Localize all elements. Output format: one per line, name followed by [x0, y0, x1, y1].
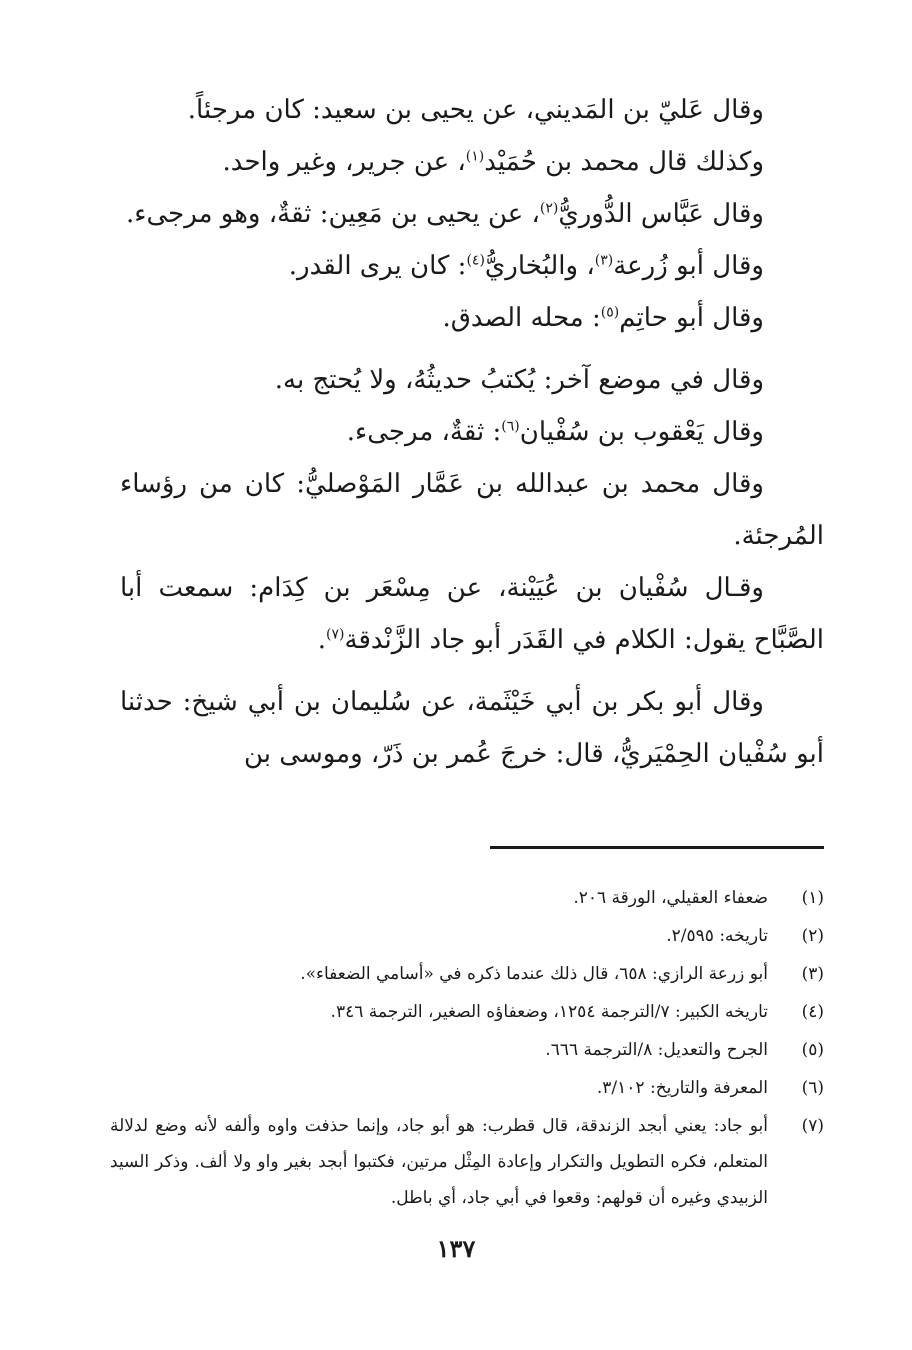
footnote-text: أبو زرعة الرازي: ٦٥٨، قال ذلك عندما ذكره في «أسامي الضعفاء».: [300, 964, 768, 984]
footnote-ref-3[interactable]: (٣): [594, 252, 614, 269]
footnote-number: (٤): [801, 1002, 824, 1022]
paragraph-6: وقال في موضع آخر: يُكتبُ حديثُهُ، ولا يُحتج به.: [274, 365, 764, 395]
footnotes: [110, 880, 824, 1218]
footnote-text: ضعفاء العقيلي، الورقة ٢٠٦.: [573, 888, 768, 908]
footnote-number: (٦): [801, 1078, 824, 1098]
footnote-6: [110, 1070, 824, 1106]
footnote-ref-4[interactable]: (٤): [466, 252, 485, 269]
paragraph-2: وكذلك قال محمد بن حُمَيْد$^{(١)}$، عن جرير، وغير واحد.: [222, 147, 764, 177]
footnote-ref-5[interactable]: (٥): [600, 304, 620, 321]
paragraph-5: وقال أبو حاتِم$^{(٥)}$: محله الصدق.: [442, 303, 764, 333]
footnote-1: [110, 880, 824, 916]
footnote-text: الجرح والتعديل: ٨/الترجمة ٦٦٦.: [545, 1040, 768, 1060]
footnote-ref-6[interactable]: (٦): [501, 418, 520, 435]
footnote-ref-7[interactable]: (٧): [326, 626, 345, 643]
footnote-7: [110, 1108, 824, 1216]
footnote-2: [110, 918, 824, 954]
footnote-text: أبو جاد: يعني أبجد الزندقة، قال قطرب: هو أبو جاد، وإنما حذفت واوه وألفه لأنه وضع لدلالة المتعلم، فكره التطويل والتكرار وإعادة المِثْل مرتين، فكتبوا أبجد بغير واو ولا ألف. وذكر السيد الزبيدي وغيره أن قولهم: وقعوا في أبي جاد، أي باطل.: [110, 1116, 768, 1208]
footnote-separator: [490, 846, 824, 849]
footnote-number: (١): [801, 888, 824, 908]
main-text: [120, 84, 824, 780]
footnote-number: (٢): [801, 926, 824, 946]
paragraph-1: وقال عَليّ بن المَديني، عن يحيى بن سعيد: كان مرجئاً.: [187, 95, 764, 125]
footnote-3: [110, 956, 824, 992]
paragraph-8: وقال محمد بن عبدالله بن عَمَّار المَوْصليُّ: كان من رؤساء المُرجئة.: [120, 469, 824, 551]
paragraph-10: وقال أبو بكر بن أبي خَيْثَمة، عن سُليمان بن أبي شيخ: حدثنا أبو سُفْيان الحِمْيَريُّ، قال: خرجَ عُمر بن ذَرّ، وموسى بن: [120, 687, 824, 769]
footnote-number: (٧): [801, 1116, 824, 1136]
footnote-number: (٥): [801, 1040, 824, 1060]
page-number: ١٣٧: [436, 1234, 476, 1263]
paragraph-7: وقال يَعْقوب بن سُفْيان$^{(٦)}$: ثقةٌ، مرجىء.: [346, 417, 764, 447]
footnote-text: المعرفة والتاريخ: ٣/١٠٢.: [596, 1078, 768, 1098]
footnote-text: تاريخه الكبير: ٧/الترجمة ١٢٥٤، وضعفاؤه الصغير، الترجمة ٣٤٦.: [330, 1002, 768, 1022]
footnote-5: [110, 1032, 824, 1068]
paragraph-9: وقـال سُفْيان بن عُيَيْنة، عن مِسْعَر بن كِدَام: سمعت أبا الصَّبَّاح يقول: الكلام في القَدَر أبو جاد الزَّنْدقة$^{(٧)}$.: [120, 573, 824, 655]
footnote-text: تاريخه: ٢/٥٩٥.: [666, 926, 768, 946]
footnote-4: [110, 994, 824, 1030]
footnote-ref-2[interactable]: (٢): [539, 200, 559, 217]
footnote-ref-1[interactable]: (١): [465, 148, 485, 165]
paragraph-4: وقال أبو زُرعة$^{(٣)}$، والبُخاريُّ$^{(٤)}$: كان يرى القدر.: [288, 251, 764, 281]
footnote-number: (٣): [801, 964, 824, 984]
paragraph-3: وقال عَبَّاس الدُّوريُّ$^{(٢)}$، عن يحيى بن مَعِين: ثقةٌ، وهو مرجىء.: [126, 199, 764, 229]
